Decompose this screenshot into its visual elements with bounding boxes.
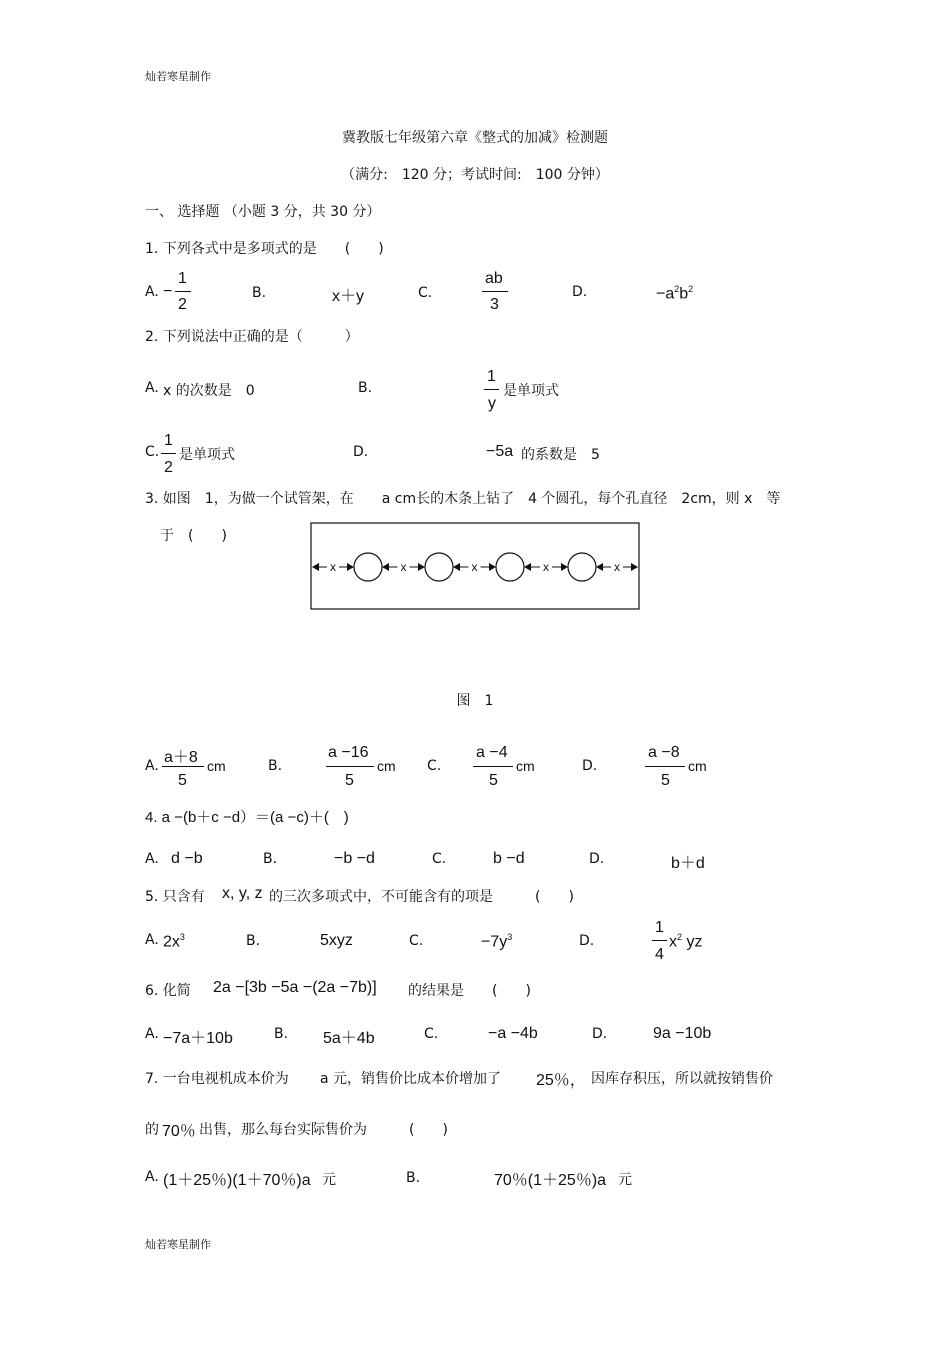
q5-option-c-expr [481, 932, 512, 951]
page-header: 灿若寒星制作 [145, 70, 211, 83]
q7-option-b-unit: 元 [618, 1172, 632, 1188]
gap-arrowhead-right-4 [561, 563, 568, 571]
q3-option-b-label: B. [268, 758, 283, 774]
q4-option-c-label: C. [432, 851, 447, 867]
q1-option-d-mid: b [679, 285, 689, 303]
q7-stem-line1-percent: 25％， [536, 1072, 586, 1089]
q4-stem: 4. a −(b＋c −d）＝(a −c)＋( ) [145, 809, 349, 826]
gap-arrowhead-left-3 [453, 563, 460, 571]
gap-arrowhead-left-1 [312, 563, 319, 571]
q7-stem-line1-suffix: 因库存积压，所以就按销售价 [591, 1071, 773, 1087]
q5-option-d-bar [652, 940, 667, 941]
section-heading: 一、 选择题 （小题 3 分，共 30 分） [145, 204, 381, 220]
q2-option-c-denominator: 2 [164, 459, 173, 476]
q5-option-d-exponent: 2 [677, 932, 683, 942]
q3-option-d-label: D. [582, 758, 598, 774]
q1-option-d-expr [656, 284, 693, 303]
q3-option-a-bar [162, 766, 204, 767]
q3-option-a-unit: cm [207, 758, 226, 774]
q5-option-c-exponent: 3 [507, 932, 513, 942]
q4-option-b-label: B. [263, 851, 278, 867]
gap-label-x-5: x [614, 560, 620, 574]
q7-stem-line2-percent: 70％ [162, 1123, 196, 1140]
q2-option-a-label: A. [145, 380, 159, 396]
q2-option-d-text: 的系数是 5 [521, 447, 600, 463]
q3-option-c-label: C. [427, 758, 442, 774]
q4-option-c-expr: b −d [493, 850, 525, 867]
hole-circle-4 [568, 553, 596, 581]
q6-stem-prefix: 6. 化简 [145, 983, 191, 999]
q2-option-b-label: B. [358, 380, 373, 396]
q1-option-b-expr: x＋y [332, 288, 365, 305]
hole-circle-3 [496, 553, 524, 581]
q5-option-d-label: D. [579, 933, 595, 949]
q7-stem-line1-cost: a 元，销售价比成本价增加了 [320, 1071, 502, 1087]
gap-arrowhead-right-5 [631, 563, 638, 571]
q1-option-c-numerator: ab [485, 270, 503, 287]
q3-option-b-unit: cm [377, 758, 396, 774]
q2-option-b-denominator: y [488, 395, 496, 412]
q3-option-d-denominator: 5 [661, 772, 670, 789]
q1-option-a-sign: − [163, 283, 173, 300]
q3-option-d-bar [645, 766, 685, 767]
q7-option-a-label: A. [145, 1169, 159, 1185]
q6-option-d-label: D. [592, 1026, 608, 1042]
q3-option-a-label: A. [145, 758, 159, 774]
gap-label-x-4: x [543, 560, 549, 574]
q5-option-d-expr [669, 932, 702, 951]
q7-option-a-unit: 元 [322, 1172, 336, 1188]
q7-stem-line2-suffix: 出售，那么每台实际售价为 ( ) [199, 1122, 448, 1138]
q3-stem: 3. 如图 1，为做一个试管架，在 a cm长的木条上钻了 4 个圆孔，每个孔直径 2cm，则 x 等 [145, 491, 781, 507]
q3-option-c-unit: cm [516, 758, 535, 774]
gap-arrowhead-left-5 [596, 563, 603, 571]
q3-option-c-denominator: 5 [489, 772, 498, 789]
hole-circle-2 [425, 553, 453, 581]
q5-option-c-label: C. [409, 933, 424, 949]
q3-option-c-numerator: a −4 [476, 744, 508, 761]
q6-option-d-expr: 9a −10b [653, 1025, 712, 1042]
q6-option-a-expr: −7a＋10b [163, 1030, 233, 1047]
q5-option-d-tail: yz [686, 933, 703, 951]
q6-option-b-expr: 5a＋4b [323, 1030, 375, 1047]
q3-option-d-numerator: a −8 [648, 744, 680, 761]
figure-caption: 图 1 [456, 693, 494, 709]
q2-option-c-bar [161, 453, 176, 454]
q1-option-a-label: A. [145, 284, 159, 300]
q3-option-b-denominator: 5 [345, 772, 354, 789]
q7-option-a-expr: (1＋25％)(1＋70％)a [163, 1172, 311, 1189]
q5-option-b-expr: 5xyz [320, 932, 353, 949]
q5-option-c-base: −7y [481, 933, 508, 951]
q6-option-c-label: C. [424, 1026, 439, 1042]
q4-option-b-expr: −b −d [334, 850, 375, 867]
q5-option-d-base: x [669, 933, 677, 951]
q1-option-a-numerator: 1 [178, 270, 187, 287]
q6-stem-expression: 2a −[3b −5a −(2a −7b)] [213, 979, 377, 996]
q1-option-d-base: −a [656, 285, 675, 303]
q1-option-c-bar [482, 291, 508, 292]
q7-stem-line1-prefix: 7. 一台电视机成本价为 [145, 1071, 289, 1087]
q1-stem: 1. 下列各式中是多项式的是 ( ) [145, 241, 384, 257]
q5-option-a-expr [163, 932, 185, 951]
q2-option-b-bar [484, 389, 499, 390]
q4-option-a-expr: d −b [171, 850, 203, 867]
hole-circle-1 [354, 553, 382, 581]
q5-option-a-exponent: 3 [179, 932, 185, 942]
page-subtitle: （满分: 120 分；考试时间: 100 分钟） [341, 167, 609, 183]
q2-option-d-label: D. [353, 444, 369, 460]
q2-option-c-numerator: 1 [164, 432, 173, 449]
q1-option-c-label: C. [418, 285, 433, 301]
q3-option-b-numerator: a −16 [328, 744, 369, 761]
q4-option-a-label: A. [145, 851, 159, 867]
q3-option-a-numerator: a＋8 [164, 749, 198, 766]
gap-arrowhead-right-1 [347, 563, 354, 571]
gap-label-x-2: x [400, 560, 407, 574]
q5-option-b-label: B. [246, 933, 261, 949]
q1-option-b-label: B. [252, 285, 267, 301]
q3-option-d-unit: cm [688, 758, 707, 774]
gap-arrowhead-right-2 [418, 563, 425, 571]
q5-stem-prefix: 5. 只含有 [145, 889, 205, 905]
q7-option-b-expr: 70％(1＋25％)a [494, 1172, 607, 1189]
q1-option-a-denominator: 2 [178, 296, 187, 313]
q5-option-a-base: 2x [163, 933, 180, 951]
gap-label-x-3: x [471, 560, 478, 574]
q2-option-d-expr: −5a [486, 443, 514, 460]
q7-option-b-label: B. [406, 1170, 421, 1186]
q6-stem-suffix: 的结果是 ( ) [408, 983, 531, 999]
q2-option-c-text: 是单项式 [179, 447, 235, 463]
q1-option-d-label: D. [572, 284, 588, 300]
q1-option-d-exp2: 2 [688, 284, 694, 294]
q2-option-b-numerator: 1 [487, 368, 496, 385]
page-title: 冀教版七年级第六章《整式的加减》检测题 [342, 130, 608, 146]
gap-arrowhead-left-2 [382, 563, 389, 571]
q1-option-a-bar [175, 291, 191, 292]
q7-stem-line2-prefix: 的 [145, 1122, 159, 1138]
q3-option-c-bar [473, 766, 513, 767]
test-tube-rack-figure [310, 522, 642, 612]
q6-option-c-expr: −a −4b [488, 1025, 538, 1042]
page-footer: 灿若寒星制作 [145, 1238, 211, 1251]
q2-option-c-label: C. [145, 444, 160, 460]
q3-stem-continued: 于 ( ) [160, 528, 227, 544]
gap-label-x-1: x [330, 560, 336, 574]
q6-option-a-label: A. [145, 1026, 159, 1042]
q3-option-a-denominator: 5 [178, 772, 187, 789]
q2-option-b-text: 是单项式 [503, 383, 559, 399]
q6-option-b-label: B. [274, 1026, 289, 1042]
q5-option-a-label: A. [145, 932, 159, 948]
gap-arrowhead-left-4 [524, 563, 531, 571]
q5-stem-suffix: 的三次多项式中，不可能含有的项是 ( ) [269, 889, 574, 905]
q5-option-d-denominator: 4 [655, 946, 664, 963]
q4-option-d-label: D. [589, 851, 605, 867]
q2-stem: 2. 下列说法中正确的是（ ） [145, 329, 359, 345]
q2-option-a-text: x 的次数是 0 [163, 383, 255, 399]
gap-arrowhead-right-3 [489, 563, 496, 571]
q3-option-b-bar [326, 766, 374, 767]
q1-option-d-exp1: 2 [674, 284, 680, 294]
q5-stem-variables: x, y, z [222, 885, 263, 902]
q1-option-c-denominator: 3 [490, 296, 499, 313]
q4-option-d-expr: b＋d [671, 855, 705, 872]
q5-option-d-numerator: 1 [655, 919, 664, 936]
